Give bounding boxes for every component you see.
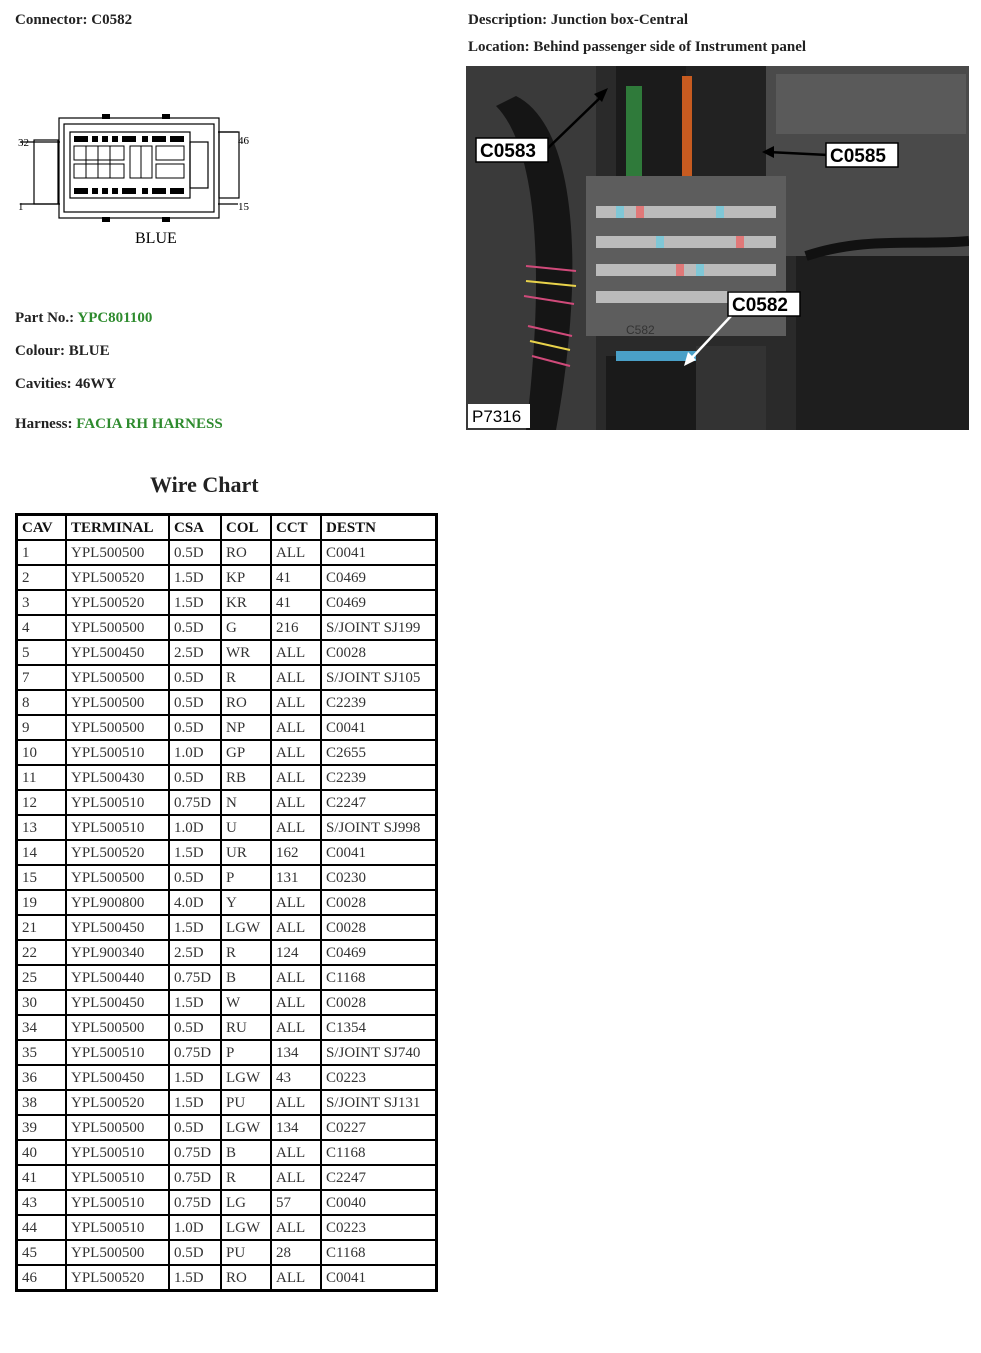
table-cell: ALL [271,1140,321,1165]
table-cell: C0469 [321,590,437,615]
table-cell: RB [221,765,271,790]
table-cell: S/JOINT SJ199 [321,615,437,640]
table-cell: C2239 [321,765,437,790]
harness-info [15,416,223,433]
table-row [17,540,437,565]
table-cell: 25 [17,965,67,990]
table-cell: 1.5D [169,1065,221,1090]
pin-46-label: 46 [238,135,249,147]
table-cell: LGW [221,1115,271,1140]
table-cell: S/JOINT SJ740 [321,1040,437,1065]
connector-label: Connector: [15,12,88,28]
table-cell: YPL500440 [66,965,169,990]
table-cell: KP [221,565,271,590]
table-row [17,1265,437,1291]
table-cell: C0028 [321,640,437,665]
table-cell: YPL500500 [66,865,169,890]
table-cell: 46 [17,1265,67,1291]
table-row [17,715,437,740]
table-cell: ALL [271,740,321,765]
table-cell: 216 [271,615,321,640]
table-cell: ALL [271,540,321,565]
table-cell: 41 [17,1165,67,1190]
table-cell: YPL500500 [66,1015,169,1040]
table-cell: 41 [271,565,321,590]
callout-c0583: C0583 [480,141,536,162]
table-cell: 13 [17,815,67,840]
table-row [17,565,437,590]
part-number [15,310,152,327]
table-cell: 21 [17,915,67,940]
table-row [17,815,437,840]
table-cell: 22 [17,940,67,965]
table-cell: 2.5D [169,640,221,665]
table-cell: ALL [271,1215,321,1240]
table-cell: 10 [17,740,67,765]
table-cell: 5 [17,640,67,665]
table-cell: 0.5D [169,665,221,690]
table-cell: C1354 [321,1015,437,1040]
table-cell: ALL [271,640,321,665]
table-row [17,865,437,890]
table-cell: UR [221,840,271,865]
table-cell: ALL [271,1090,321,1115]
table-cell: R [221,665,271,690]
table-cell: C0041 [321,540,437,565]
table-cell: 1.5D [169,990,221,1015]
table-cell: 0.5D [169,1115,221,1140]
table-cell: YPL500500 [66,690,169,715]
table-row [17,590,437,615]
table-cell: YPL500510 [66,1215,169,1240]
table-cell: C0040 [321,1190,437,1215]
table-cell: 30 [17,990,67,1015]
table-cell: YPL500510 [66,1140,169,1165]
table-cell: S/JOINT SJ105 [321,665,437,690]
table-cell: PU [221,1240,271,1265]
table-header-row [17,515,437,541]
table-row [17,740,437,765]
table-cell: YPL500500 [66,1240,169,1265]
table-cell: YPL500450 [66,640,169,665]
table-cell: 43 [17,1190,67,1215]
table-cell: 0.5D [169,1015,221,1040]
table-row [17,1115,437,1140]
wire-chart-title: Wire Chart [150,472,259,497]
table-cell: 134 [271,1040,321,1065]
colour-label: Colour: [15,343,65,359]
table-cell: YPL500510 [66,740,169,765]
table-cell: YPL500500 [66,1115,169,1140]
table-row [17,1015,437,1040]
table-cell: C0028 [321,890,437,915]
table-cell: ALL [271,890,321,915]
table-cell: YPL500450 [66,1065,169,1090]
table-cell: B [221,965,271,990]
table-cell: ALL [271,990,321,1015]
table-cell: YPL500500 [66,615,169,640]
diagram-colour-caption: BLUE [135,230,177,247]
table-cell: 34 [17,1015,67,1040]
table-cell: 40 [17,1140,67,1165]
table-row [17,640,437,665]
table-cell: C1168 [321,965,437,990]
location-value: Behind passenger side of Instrument panel [533,39,807,55]
table-cell: NP [221,715,271,740]
table-row [17,1090,437,1115]
table-cell: C2247 [321,790,437,815]
table-cell: 134 [271,1115,321,1140]
table-cell: RO [221,690,271,715]
table-cell: ALL [271,915,321,940]
table-cell: YPL500510 [66,790,169,815]
table-cell: 124 [271,940,321,965]
table-cell: 36 [17,1065,67,1090]
table-cell: 0.75D [169,1165,221,1190]
table-cell: 0.5D [169,615,221,640]
table-cell: 0.75D [169,1040,221,1065]
table-cell: R [221,940,271,965]
table-cell: 2.5D [169,940,221,965]
table-cell: RO [221,540,271,565]
table-cell: 0.5D [169,1240,221,1265]
table-cell: S/JOINT SJ998 [321,815,437,840]
table-cell: C1168 [321,1140,437,1165]
table-row [17,1065,437,1090]
table-cell: YPL500510 [66,1190,169,1215]
table-cell: 57 [271,1190,321,1215]
column-header: CCT [271,515,321,541]
table-cell: GP [221,740,271,765]
table-cell: 0.5D [169,865,221,890]
table-cell: YPL500510 [66,1040,169,1065]
connector-diagram [12,112,262,252]
table-cell: C2247 [321,1165,437,1190]
table-cell: 19 [17,890,67,915]
table-cell: YPL500500 [66,540,169,565]
table-cell: B [221,1140,271,1165]
column-header: COL [221,515,271,541]
table-row [17,940,437,965]
table-cell: 15 [17,865,67,890]
table-cell: 0.5D [169,765,221,790]
table-cell: 8 [17,690,67,715]
table-cell: YPL500510 [66,1165,169,1190]
table-cell: 1.5D [169,840,221,865]
callout-c0582: C0582 [732,295,788,316]
table-cell: ALL [271,790,321,815]
table-row [17,690,437,715]
colour-info [15,343,110,360]
table-row [17,615,437,640]
table-row [17,790,437,815]
table-cell: 7 [17,665,67,690]
table-cell: C0041 [321,1265,437,1291]
table-cell: YPL900340 [66,940,169,965]
table-cell: C0223 [321,1215,437,1240]
table-cell: C2239 [321,690,437,715]
table-row [17,1215,437,1240]
table-cell: C0227 [321,1115,437,1140]
table-cell: N [221,790,271,815]
table-cell: W [221,990,271,1015]
table-cell: YPL500520 [66,1265,169,1291]
table-cell: LG [221,1190,271,1215]
table-cell: 131 [271,865,321,890]
table-cell: 0.5D [169,715,221,740]
table-row [17,965,437,990]
table-cell: 0.75D [169,790,221,815]
table-cell: 28 [271,1240,321,1265]
pin-1-label: 1 [18,201,24,213]
table-cell: S/JOINT SJ131 [321,1090,437,1115]
table-row [17,1240,437,1265]
part-label: Part No.: [15,310,75,326]
table-row [17,840,437,865]
cavities-info [15,376,116,393]
table-cell: ALL [271,1165,321,1190]
table-row [17,990,437,1015]
table-cell: 14 [17,840,67,865]
table-cell: YPL900800 [66,890,169,915]
table-cell: ALL [271,965,321,990]
table-cell: 4 [17,615,67,640]
table-cell: 0.5D [169,540,221,565]
table-cell: YPL500450 [66,990,169,1015]
table-cell: 1.0D [169,815,221,840]
table-cell: 1.0D [169,1215,221,1240]
table-cell: 0.75D [169,1190,221,1215]
table-cell: 1.5D [169,1265,221,1291]
table-cell: 39 [17,1115,67,1140]
wire-chart-table [15,513,438,1292]
table-cell: ALL [271,1265,321,1291]
table-cell: 0.75D [169,1140,221,1165]
table-cell: 3 [17,590,67,615]
table-cell: YPL500520 [66,1090,169,1115]
table-cell: C1168 [321,1240,437,1265]
table-cell: RU [221,1015,271,1040]
table-row [17,915,437,940]
column-header: CSA [169,515,221,541]
column-header: DESTN [321,515,437,541]
table-cell: YPL500520 [66,840,169,865]
table-cell: C0028 [321,990,437,1015]
table-cell: C0041 [321,840,437,865]
table-cell: 0.5D [169,690,221,715]
table-row [17,1140,437,1165]
table-cell: 43 [271,1065,321,1090]
table-cell: C2655 [321,740,437,765]
table-cell: 162 [271,840,321,865]
callout-c0585: C0585 [830,146,886,167]
table-cell: YPL500510 [66,815,169,840]
table-cell: 0.75D [169,965,221,990]
table-cell: YPL500450 [66,915,169,940]
table-cell: 9 [17,715,67,740]
table-cell: ALL [271,690,321,715]
connector-value: C0582 [91,12,133,28]
pin-15-label: 15 [238,201,249,213]
table-body [17,540,437,1291]
table-cell: LGW [221,1215,271,1240]
colour-value: BLUE [68,343,110,359]
description-heading [468,12,688,29]
table-cell: 11 [17,765,67,790]
table-cell: U [221,815,271,840]
table-cell: 1 [17,540,67,565]
table-cell: P [221,865,271,890]
table-cell: 35 [17,1040,67,1065]
table-cell: 41 [271,590,321,615]
table-cell: ALL [271,815,321,840]
table-row [17,1190,437,1215]
table-cell: YPL500500 [66,715,169,740]
harness-label: Harness: [15,416,73,432]
table-cell: YPL500430 [66,765,169,790]
table-cell: ALL [271,765,321,790]
table-cell: Y [221,890,271,915]
description-value: Junction box-Central [550,12,688,28]
table-row [17,765,437,790]
location-heading [468,39,806,56]
table-cell: 1.5D [169,590,221,615]
table-cell: 2 [17,565,67,590]
cavities-label: Cavities: [15,376,72,392]
table-cell: WR [221,640,271,665]
table-cell: ALL [271,715,321,740]
table-row [17,1165,437,1190]
table-cell: 12 [17,790,67,815]
junction-box-photo [466,66,969,430]
table-cell: 44 [17,1215,67,1240]
table-cell: ALL [271,1015,321,1040]
cavities-value: 46WY [75,376,117,392]
box-stamp: C582 [626,323,655,337]
table-cell: PU [221,1090,271,1115]
table-cell: 4.0D [169,890,221,915]
table-cell: LGW [221,915,271,940]
table-cell: LGW [221,1065,271,1090]
table-cell: R [221,1165,271,1190]
table-cell: C0028 [321,915,437,940]
description-label: Description: [468,12,548,28]
table-cell: C0469 [321,565,437,590]
part-value-link[interactable]: YPC801100 [77,310,153,326]
table-cell: P [221,1040,271,1065]
table-cell: YPL500520 [66,565,169,590]
table-cell: 45 [17,1240,67,1265]
table-row [17,1040,437,1065]
photo-id: P7316 [472,407,522,426]
table-cell: G [221,615,271,640]
table-cell: YPL500500 [66,665,169,690]
table-row [17,890,437,915]
table-cell: KR [221,590,271,615]
table-cell: YPL500520 [66,590,169,615]
table-cell: ALL [271,665,321,690]
harness-value-link[interactable]: FACIA RH HARNESS [76,416,223,432]
table-row [17,665,437,690]
table-cell: RO [221,1265,271,1291]
connector-heading [15,12,132,29]
pin-32-label: 32 [18,137,29,149]
table-cell: 38 [17,1090,67,1115]
column-header: TERMINAL [66,515,169,541]
table-cell: C0230 [321,865,437,890]
table-cell: 1.5D [169,915,221,940]
table-cell: 1.5D [169,1090,221,1115]
location-label: Location: [468,39,530,55]
table-cell: C0223 [321,1065,437,1090]
table-cell: 1.5D [169,565,221,590]
table-cell: C0041 [321,715,437,740]
table-cell: C0469 [321,940,437,965]
table-cell: 1.0D [169,740,221,765]
column-header: CAV [17,515,67,541]
